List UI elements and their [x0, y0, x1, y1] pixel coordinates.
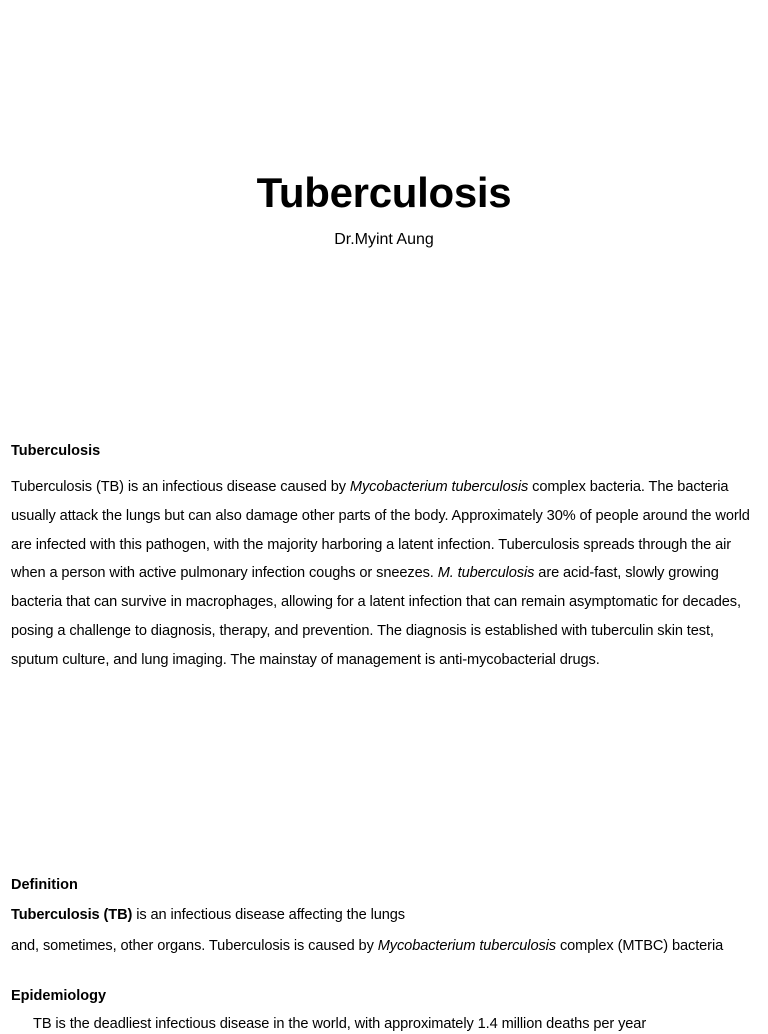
intro-italic-abbrev: M. tuberculosis — [437, 565, 535, 582]
intro-italic-species: Mycobacterium tuberculosis — [349, 479, 529, 495]
definition-line-2-part1: and, sometimes, other organs. Tuberculosis is caused by — [11, 938, 378, 954]
intro-text-part2: complex bacteria. The bacteria usually attack the lungs but can also damage other parts of the body. Approximately 30% of people around the world are infected with this pathogen, with the majority harboring a latent infection. Tuberculosis spreads through the air when a person with active pulmonary infection coughs or sneezes. — [11, 479, 750, 582]
definition-line-2-part2: complex (MTBC) bacteria — [556, 938, 724, 954]
document-author: Dr.Myint Aung — [334, 231, 434, 248]
document-title: Tuberculosis — [256, 169, 512, 216]
definition-line-2 — [11, 936, 761, 956]
intro-heading: Tuberculosis — [11, 443, 101, 459]
intro-paragraph — [11, 473, 761, 675]
epidemiology-partial-line: TB is the deadliest infectious disease in the world, with approximately 1.4 million deaths per year — [33, 1016, 647, 1032]
definition-line-1-text: is an infectious disease affecting the lungs — [132, 907, 405, 923]
definition-heading: Definition — [11, 877, 78, 893]
definition-term: Tuberculosis (TB) — [11, 907, 133, 923]
intro-text-part3: are acid-fast, slowly growing bacteria that can survive in macrophages, allowing for a latent infection that can remain asymptomatic for decades, posing a challenge to diagnosis, therapy, and prevention. The diagnosis is established with tuberculin skin test, sputum culture, and lung imaging. The mainstay of management is anti-mycobacterial drugs. — [11, 565, 741, 668]
intro-text-part1: Tuberculosis (TB) is an infectious disease caused by — [11, 479, 350, 495]
epidemiology-heading: Epidemiology — [11, 988, 107, 1004]
definition-italic-species: Mycobacterium tuberculosis — [377, 938, 557, 954]
definition-line-1 — [11, 905, 761, 925]
